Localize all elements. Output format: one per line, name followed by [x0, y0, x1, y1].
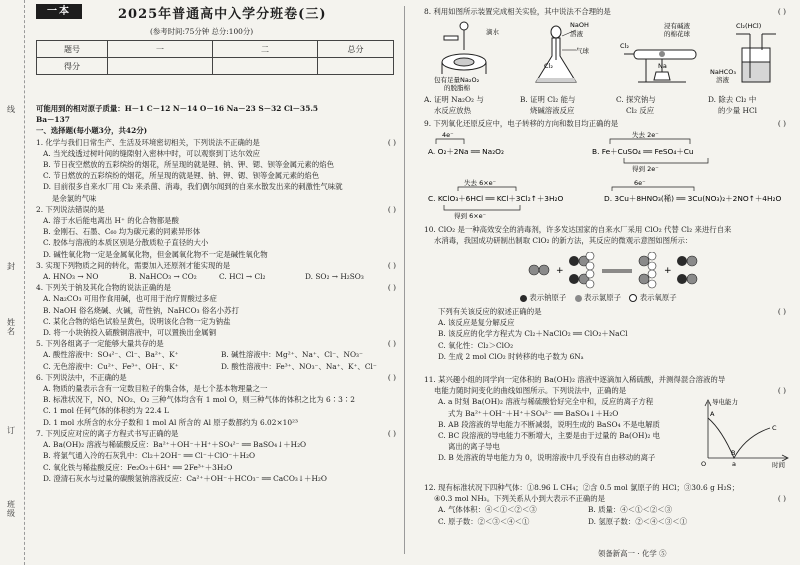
exam-subinfo: (参考时间:75分钟 总分:100分): [150, 27, 254, 36]
options-row: [424, 516, 792, 527]
question-3: [36, 260, 400, 282]
column-divider: [404, 6, 405, 554]
label-cotton2: 的棉花球: [664, 30, 690, 38]
label-na: Na: [658, 62, 667, 70]
question-stem: 12. 现有标准状况下四种气体：①8.96 L CH₄；②含 0.5 mol 氯原子的 HCl；③30.6 g H₂S；: [424, 483, 740, 492]
graph-ylabel: 导电能力: [712, 398, 738, 406]
answer-paren[interactable]: ( ): [777, 494, 786, 503]
point-c-label: C: [772, 424, 777, 432]
question-stem: 10. ClO₂ 是一种高效安全的消毒剂，许多发达国家的自来水厂采用 ClO₂ 代替 Cl₂ 来进行自来: [424, 225, 732, 234]
option-d: D. 除去 Cl₂ 中: [708, 95, 757, 104]
label-cl2: Cl₂: [544, 62, 553, 70]
q9-option-b: [592, 130, 708, 173]
option-c: C. 某化合物的焰色试验呈黄色，说明该化合物一定为钠盐: [43, 316, 231, 326]
micro-legend: [520, 292, 677, 303]
option-d: D. 生成 2 mol ClO₂ 时转移的电子数为 6Nₐ: [438, 351, 584, 361]
options-row: [424, 94, 792, 105]
option-a: A. Na₂CO₃ 可用作食用碱，也可用于治疗胃酸过多症: [43, 294, 217, 304]
option-c: C. 探究钠与: [616, 95, 656, 104]
page-footer: 领备新高一 · 化学 ⑤: [598, 549, 667, 558]
option-a: A. HNO₃ → NO: [43, 272, 99, 282]
option-a: A. a 时刻 Ba(OH)₂ 溶液与稀硫酸恰好完全中和，反应的离子方程: [438, 397, 654, 407]
question-stem: 7. 下列反应对应的离子方程式书写正确的是: [36, 428, 179, 438]
question-12: [424, 482, 792, 527]
label-drip-water: 滴水: [486, 28, 499, 36]
question-stem-cont: ④0.3 mol NH₃。下列关系从小到大表示不正确的是: [434, 494, 606, 504]
option-c: C. 胶体与溶液的本质区别是分散质粒子直径的大小: [43, 238, 209, 248]
option-d-cont: 的少量 HCl: [718, 106, 757, 116]
label-d-top: 6e⁻: [634, 179, 646, 187]
question-1: [36, 137, 400, 204]
option-b: B. 证明 Cl₂ 能与: [520, 95, 576, 104]
options-row: [36, 271, 400, 282]
score-cell: 题号: [37, 41, 108, 58]
score-cell: 得分: [37, 58, 108, 75]
answer-paren[interactable]: ( ): [777, 7, 786, 16]
product-clo2: [639, 252, 656, 288]
apparatus-d: [710, 22, 776, 84]
chlorine-atom-icon: [575, 295, 582, 302]
option-b: B. NaHCO₃ → CO₂: [129, 272, 197, 282]
option-a-cont: 式为 Ba²⁺＋OH⁻＋H⁺＋SO₄²⁻ ══ BaSO₄↓＋H₂O: [448, 408, 619, 418]
origin-label: O: [701, 460, 707, 468]
reactant-cl2: [529, 265, 549, 275]
atomic-masses: 可能用到的相对原子质量：H－1 C－12 N－14 O－16 Na－23 S－32 Cl－35.5: [36, 104, 319, 113]
question-7: [36, 428, 400, 484]
options-row: [424, 504, 792, 515]
option-a: A. 该反应是复分解反应: [438, 318, 515, 328]
label-a-top: 4e⁻: [442, 131, 454, 139]
label-b-top: 失去 2e⁻: [632, 131, 659, 139]
option-b: B. 金刚石、石墨、C₆₀ 均为碳元素的同素异形体: [43, 227, 201, 237]
apparatus-a: [434, 22, 500, 92]
label-b-bottom: 得到 2e⁻: [632, 165, 659, 173]
option-b: B. 将氯气通入冷的石灰乳中：Cl₂＋2OH⁻ ══ Cl⁻＋ClO⁻＋H₂O: [43, 451, 256, 461]
label-nahco3: NaHCO₃: [710, 68, 736, 76]
question-stem: 9. 下列氧化还原反应中，电子转移的方向和数目均正确的是: [424, 119, 619, 128]
question-stem: 11. 某兴趣小组的同学向一定体积的 Ba(OH)₂ 溶液中逐滴加入稀硫酸，并测得混合溶液的导: [424, 375, 726, 384]
option-b: B. 质量：④＜①＜②＜③: [588, 505, 673, 515]
legend-sodium: 表示钠原子: [529, 293, 567, 302]
margin-label-bind: 订: [7, 426, 15, 435]
question-stem-cont: 下列有关该反应的叙述正确的是: [438, 307, 542, 316]
option-d: D. SO₂ → H₂SO₃: [305, 272, 364, 282]
binding-margin: [0, 0, 25, 565]
option-a-cont: 水反应放热: [434, 106, 471, 116]
option-b: B. AB 段溶液的导电能力不断减弱，说明生成的 BaSO₄ 不是电解质: [438, 419, 660, 429]
option-a: A. 物质的量表示含有一定数目粒子的集合体，是七个基本物理量之一: [43, 384, 268, 394]
option-d: D. B 处溶液的导电能力为 0，说明溶液中几乎没有自由移动的离子: [438, 453, 656, 463]
answer-paren[interactable]: ( ): [387, 372, 396, 382]
label-solution: 溶液: [570, 30, 583, 38]
option-b: B. 碱性溶液中：Mg²⁺、Na⁺、Cl⁻、NO₃⁻: [221, 350, 363, 360]
q9-option-d: [604, 179, 781, 203]
score-input-cell[interactable]: [318, 58, 394, 75]
electron-transfer-diagrams: [424, 128, 794, 224]
options-row: [424, 105, 792, 116]
apparatus-c: [620, 21, 696, 82]
answer-paren[interactable]: ( ): [387, 339, 396, 349]
option-d: D. 将一小块钠投入硫酸铜溶液中，可以置换出金属铜: [43, 328, 216, 338]
option-a: A. 溶于水后能电离出 H⁺ 的化合物都是酸: [43, 216, 179, 226]
margin-label-line: 线: [7, 105, 15, 114]
option-c-cont: 离出的离子导电: [448, 442, 500, 452]
option-b: B. 标准状况下，NO、NO₂、O₂ 三种气体均含有 1 mol O，则三种气体的体积之比为 6∶3∶2: [43, 395, 355, 405]
answer-paren[interactable]: ( ): [387, 283, 396, 293]
left-column: [36, 103, 400, 484]
score-table-row: [37, 41, 394, 58]
question-10-options: [438, 306, 792, 362]
plus-sign: +: [556, 266, 564, 276]
q8-captions: [424, 94, 792, 116]
legend-chlorine: 表示氯原子: [584, 293, 622, 302]
option-a: A. 当光线透过树叶间的缝隙射入密林中时，可以观察到丁达尔效应: [43, 148, 260, 158]
graph-xlabel: 时间: [772, 461, 785, 468]
product-nacl: [677, 256, 697, 284]
label-naoh: NaOH: [570, 21, 589, 29]
apparatus-figures: [424, 20, 794, 96]
score-table-row: [37, 58, 394, 75]
label-sol2: 溶液: [716, 76, 729, 84]
option-c: C. 1 mol 任何气体的体积约为 22.4 L: [43, 406, 169, 416]
margin-label-class: 班级: [7, 500, 15, 518]
option-b: B. 节日夜空燃放的五彩缤纷的烟花，所呈现的就是锂、钠、钾、锶、钡等金属元素的焰色: [43, 160, 334, 170]
plus-sign: +: [664, 266, 672, 276]
option-b: B. 该反应的化学方程式为 Cl₂＋NaClO₂ ══ ClO₂＋NaCl: [438, 329, 628, 339]
option-c: C. 无色溶液中：Cu²⁺、Fe³⁺、OH⁻、K⁺: [43, 361, 179, 371]
equation-a: A. O₂＋2Na ══ Na₂O₂: [428, 147, 504, 156]
option-d: D. 酸性溶液中：Fe³⁺、NO₃⁻、Na⁺、K⁺、Cl⁻: [221, 361, 377, 371]
exam-title: 2025年普通高中入学分班卷(三): [118, 7, 327, 22]
label-cotton-dipped: 浸有碱液: [664, 22, 690, 30]
point-b-label: B: [731, 449, 736, 457]
label-cl2-hcl: Cl₂(HCl): [736, 22, 762, 30]
question-stem: 4. 下列关于钠及其化合物的说法正确的是: [36, 283, 172, 293]
option-c: C. 节日燃放的五彩缤纷的烟花，所呈现的就是锂、钠、钾、锶、钡等金属元素的焰色: [43, 171, 320, 181]
score-input-cell[interactable]: [108, 58, 213, 75]
answer-paren[interactable]: ( ): [387, 428, 396, 438]
option-d: D. 目前很多自来水厂用 Cl₂ 来杀菌、消毒，我们偶尔闻到的自来水散发出来的刺激性气味就: [43, 182, 343, 192]
option-b: B. NaOH 俗名烧碱、火碱，苛性钠，NaHCO₃ 俗名小苏打: [43, 305, 239, 315]
question-6: [36, 372, 400, 428]
option-a: A. 酸性溶液中：SO₄²⁻、Cl⁻、Ba²⁺、K⁺: [43, 350, 179, 360]
option-c-cont: Cl₂ 反应: [626, 106, 655, 116]
answer-paren[interactable]: ( ): [387, 204, 396, 214]
label-cotton: 的脱脂棉: [444, 84, 470, 92]
label-c-bottom: 得到 6×e⁻: [454, 212, 487, 220]
question-stem: 2. 下列说法错误的是: [36, 204, 105, 214]
conductivity-graph: [698, 396, 794, 468]
option-c: C. 原子数：②＜③＜④＜①: [438, 516, 530, 526]
score-cell: 二: [213, 41, 318, 58]
option-d: D. 碱性氧化物一定是金属氧化物，但金属氧化物不一定是碱性氧化物: [43, 249, 268, 259]
option-a: A. Ba(OH)₂ 溶液与稀硫酸反应：Ba²⁺＋OH⁻＋H⁺＋SO₄²⁻ ══ BaSO₄↓＋H₂O: [43, 440, 307, 450]
option-d: D. 氢原子数：②＜④＜③＜①: [588, 516, 688, 526]
option-d: D. 澄清石灰水与过量的碳酸氢钠溶液反应：Ca²⁺＋OH⁻＋HCO₃⁻ ══ CaCO₃↓＋H₂O: [43, 473, 327, 483]
margin-label-seal: 封: [7, 262, 15, 271]
question-stem: 6. 下列说法中，不正确的是: [36, 372, 127, 382]
apparatus-b: [536, 21, 590, 82]
label-cl2-c: Cl₂: [620, 42, 629, 50]
question-stem: 1. 化学与我们日常生产、生活及环境密切相关，下列说法不正确的是: [36, 137, 260, 147]
question-10: [424, 224, 792, 246]
question-stem: 8. 利用如图所示装置完成相关实验，其中说法不合理的是: [424, 7, 611, 16]
legend-oxygen: 表示氧原子: [639, 293, 677, 302]
question-stem-cont: 电能力随时间变化的曲线如图所示。下列说法中，正确的是: [434, 386, 627, 396]
answer-paren[interactable]: ( ): [387, 260, 396, 270]
question-5: [36, 338, 400, 372]
answer-paren[interactable]: ( ): [387, 137, 396, 147]
question-2: [36, 204, 400, 260]
equation-d: D. 3Cu＋8HNO₃(稀) ══ 3Cu(NO₃)₂＋2NO↑＋4H₂O: [604, 194, 782, 203]
score-cell: 一: [108, 41, 213, 58]
point-a-label: A: [710, 410, 715, 418]
question-8: [424, 6, 792, 17]
margin-label-name: 姓名: [7, 318, 15, 336]
answer-paren[interactable]: ( ): [777, 307, 786, 316]
option-c: C. 氧化性：Cl₂＞ClO₂: [438, 340, 514, 350]
reactant-naclo2: [569, 252, 594, 288]
option-a: A. 证明 Na₂O₂ 与: [424, 95, 484, 104]
label-wrap: 包有足量Na₂O₂: [434, 76, 480, 84]
question-stem-cont: 水消毒，我国成功研制出制取 ClO₂ 的新方法，其反应的微观示意图如图所示：: [434, 236, 693, 246]
question-stem: 5. 下列各组离子一定能够大量共存的是: [36, 339, 164, 349]
option-c: C. 氧化铁与稀盐酸反应：Fe₂O₃＋6H⁺ ══ 2Fe³⁺＋3H₂O: [43, 462, 233, 472]
q9-option-a: [428, 131, 504, 156]
option-a: A. 气体体积：④＜①＜②＜③: [438, 505, 537, 515]
options-row: [36, 361, 400, 372]
option-b-cont: 烧碱溶液反应: [530, 106, 575, 116]
score-input-cell[interactable]: [213, 58, 318, 75]
score-cell: 总分: [318, 41, 394, 58]
label-c-top: 失去 6×e⁻: [464, 179, 497, 187]
atomic-masses-cont: Ba－137: [36, 115, 70, 125]
answer-paren[interactable]: ( ): [777, 119, 786, 128]
answer-paren[interactable]: ( ): [777, 386, 786, 395]
conductivity-curve: [708, 418, 770, 458]
section-heading: 一、选择题(每小题3分，共42分): [36, 126, 148, 136]
q9-option-c: [428, 178, 563, 220]
label-balloon: 气球: [576, 47, 589, 55]
option-d-cont: 是余氯的气味: [52, 193, 97, 203]
question-stem: 3. 实现下列物质之间的转化，需要加入还原剂才能实现的是: [36, 260, 231, 270]
option-c: C. BC 段溶液的导电能力不断增大，主要是由于过量的 Ba(OH)₂ 电: [438, 431, 661, 441]
option-c: C. HCl → Cl₂: [219, 272, 266, 282]
options-row: [36, 349, 400, 360]
sodium-atom-icon: [520, 295, 527, 302]
question-4: [36, 282, 400, 338]
option-d: D. 1 mol 水所含的水分子数和 1 mol Al 所含的 Al 原子数都约为 6.02×10²³: [43, 417, 298, 427]
oxygen-atom-icon: [629, 294, 637, 302]
exam-tag: 一本: [36, 4, 82, 19]
equation-c: C. KClO₃＋6HCl ══ KCl＋3Cl₂↑＋3H₂O: [428, 194, 564, 203]
equation-b: B. Fe＋CuSO₄ ══ FeSO₄＋Cu: [592, 147, 694, 156]
score-table: [36, 40, 394, 75]
time-a-label: a: [732, 460, 736, 468]
